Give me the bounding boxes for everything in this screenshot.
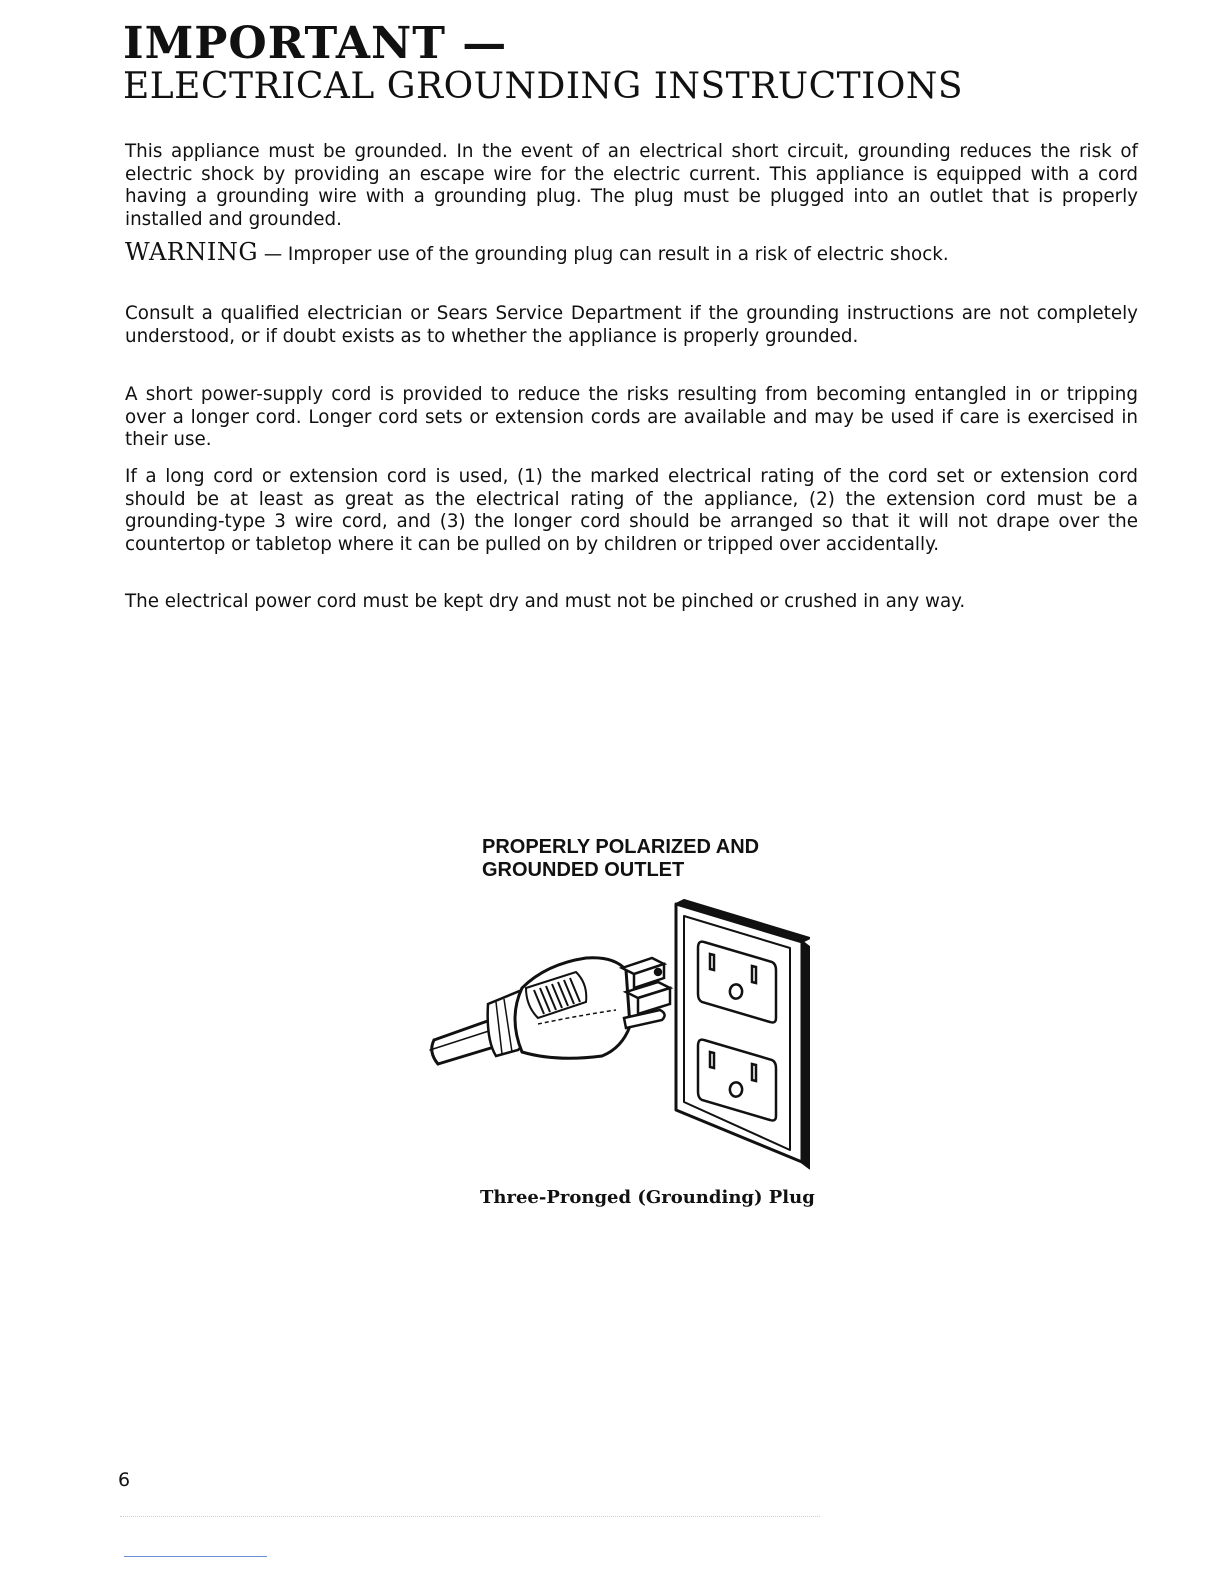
warning-text: — Improper use of the grounding plug can result in a risk of electric shock. — [263, 244, 949, 265]
extension-cord-paragraph: If a long cord or extension cord is used, (1) the marked electrical rating of the cord set or extension cord should be at least as great as the electrical rating of the appliance, (2) the extension cord must be a grounding-type 3 wire cord, and (3) the longer cord should be arranged so that it will not drape over the countertop or tabletop where it can be pulled on by children or tripped over accidentally. — [125, 466, 1138, 555]
page-subtitle: ELECTRICAL GROUNDING INSTRUCTIONS — [123, 66, 964, 107]
wall-outlet-plate — [676, 900, 810, 1168]
plug-prongs — [622, 958, 670, 1028]
consult-paragraph: Consult a qualified electrician or Sears Service Department if the grounding instructions are not completely understood, or if doubt exists as to whether the appliance is properly grounded. — [125, 303, 1138, 347]
plug-caption: Three-Pronged (Grounding) Plug — [480, 1187, 815, 1208]
page-title: IMPORTANT — — [123, 18, 508, 69]
warning-paragraph — [125, 238, 1138, 267]
page-number: 6 — [118, 1469, 131, 1491]
dry-cord-paragraph: The electrical power cord must be kept dry and must not be pinched or crushed in any way. — [125, 591, 966, 612]
outlet-caption-line2: GROUNDED OUTLET — [482, 859, 685, 881]
footer-rule — [124, 1556, 267, 1557]
grounding-paragraph: This appliance must be grounded. In the event of an electrical short circuit, grounding reduces the risk of electric shock by providing an escape wire for the electric current. This appliance is equipped with a cord having a grounding wire with a grounding plug. The plug must be plugged into an outlet that is properly installed and grounded. — [125, 141, 1138, 230]
short-cord-paragraph: A short power-supply cord is provided to reduce the risks resulting from becoming entangled in or tripping over a longer cord. Longer cord sets or extension cords are available and may be used if care is exercised in their use. — [125, 384, 1138, 450]
outlet-caption — [482, 836, 759, 882]
scan-artifact-row — [120, 1516, 820, 1523]
warning-label: WARNING — [125, 238, 259, 266]
plug-body — [515, 958, 630, 1059]
outlet-caption-line1: PROPERLY POLARIZED AND — [482, 836, 760, 858]
plug-outlet-illustration — [426, 898, 810, 1172]
